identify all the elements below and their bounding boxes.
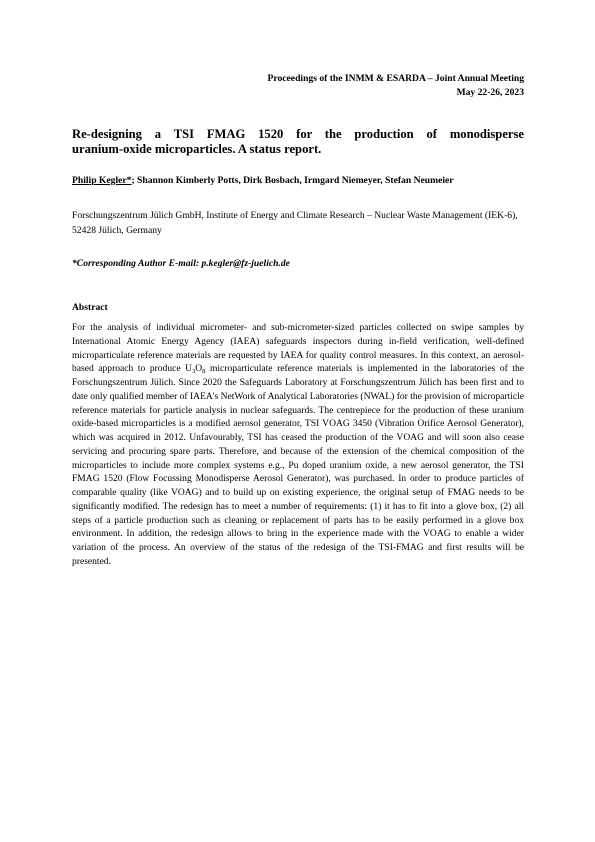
paper-title-line-2: uranium-oxide microparticles. A status report.: [72, 142, 322, 156]
subscript-8: 8: [202, 368, 206, 376]
corresponding-author: Philip Kegler*: [72, 175, 132, 186]
abstract-text-part-3: microparticulate reference materials is implemented in the laboratories of the Forschungszentrum Jülich. Since 2020 the Safeguards Laboratory at Forschungszentrum Jülich has been first and to date only qualified member of IAEA's NetWork of Analytical Laboratories (NWAL) for the provision of microparticle reference materials for particle analysis in nuclear safeguards. The centrepiece for the production of these uranium oxide-based microparticles is a modified aerosol generator, TSI VOAG 3450 (Vibration Orifice Aerosol Generator), which was acquired in 2012. Unfavourably, TSI has ceased the production of the VOAG and will soon also cease servicing and procuring spare parts. Therefore, and because of the extension of the chemical composition of the microparticles to include more complex systems e.g., Pu doped uranium oxide, a new aerosol generator, the TSI FMAG 1520 (Flow Focussing Monodisperse Aerosol Generator), was purchased. In order to produce particles of comparable quality (like VOAG) and to build up on existing experience, the original setup of FMAG needs to be significantly modified. The redesign has to meet a number of requirements: (1) it has to fit into a glove box, (2) all steps of a particle production such as cleaning or replacement of parts has to be easily performed in a glove box environment. In addition, the redesign allows to bring in the experience made with the VOAG to enable a wider variation of the process. An overview of the status of the redesign of the TSI-FMAG and first results will be presented.: [72, 363, 524, 567]
abstract-text-part-1: For the analysis of individual micrometer- and sub-micrometer-sized particles collected on swipe samples by International Atomic Energy Agency (IAEA) safeguards inspectors during in-field verification, well-defined microparticulate reference materials are requested by IAEA for quality control measures. In this context, an aerosol-based approach to produce U: [72, 322, 524, 375]
corresponding-author-email: *Corresponding Author E-mail: p.kegler@fz-juelich.de: [72, 258, 290, 269]
conference-header: [268, 72, 524, 100]
conference-name: Proceedings of the INMM & ESARDA – Joint Annual Meeting: [267, 73, 524, 84]
abstract-heading: Abstract: [72, 302, 108, 313]
conference-date: May 22-26, 2023: [456, 87, 524, 98]
subscript-3: 3: [192, 368, 196, 376]
paper-title-line-1: Re-designing a TSI FMAG 1520 for the production of monodisperse: [72, 127, 524, 141]
author-list: [72, 173, 524, 188]
co-authors: ; Shannon Kimberly Potts, Dirk Bosbach, Irmgard Niemeyer, Stefan Neumeier: [131, 175, 454, 186]
abstract-text-part-2: O: [195, 363, 203, 375]
paper-title: [72, 127, 524, 157]
affiliation: Forschungszentrum Jülich GmbH, Institute of Energy and Climate Research – Nuclear Waste Management (IEK-6), 52428 Jülich, Germany: [72, 210, 518, 236]
abstract-body: [72, 321, 524, 569]
